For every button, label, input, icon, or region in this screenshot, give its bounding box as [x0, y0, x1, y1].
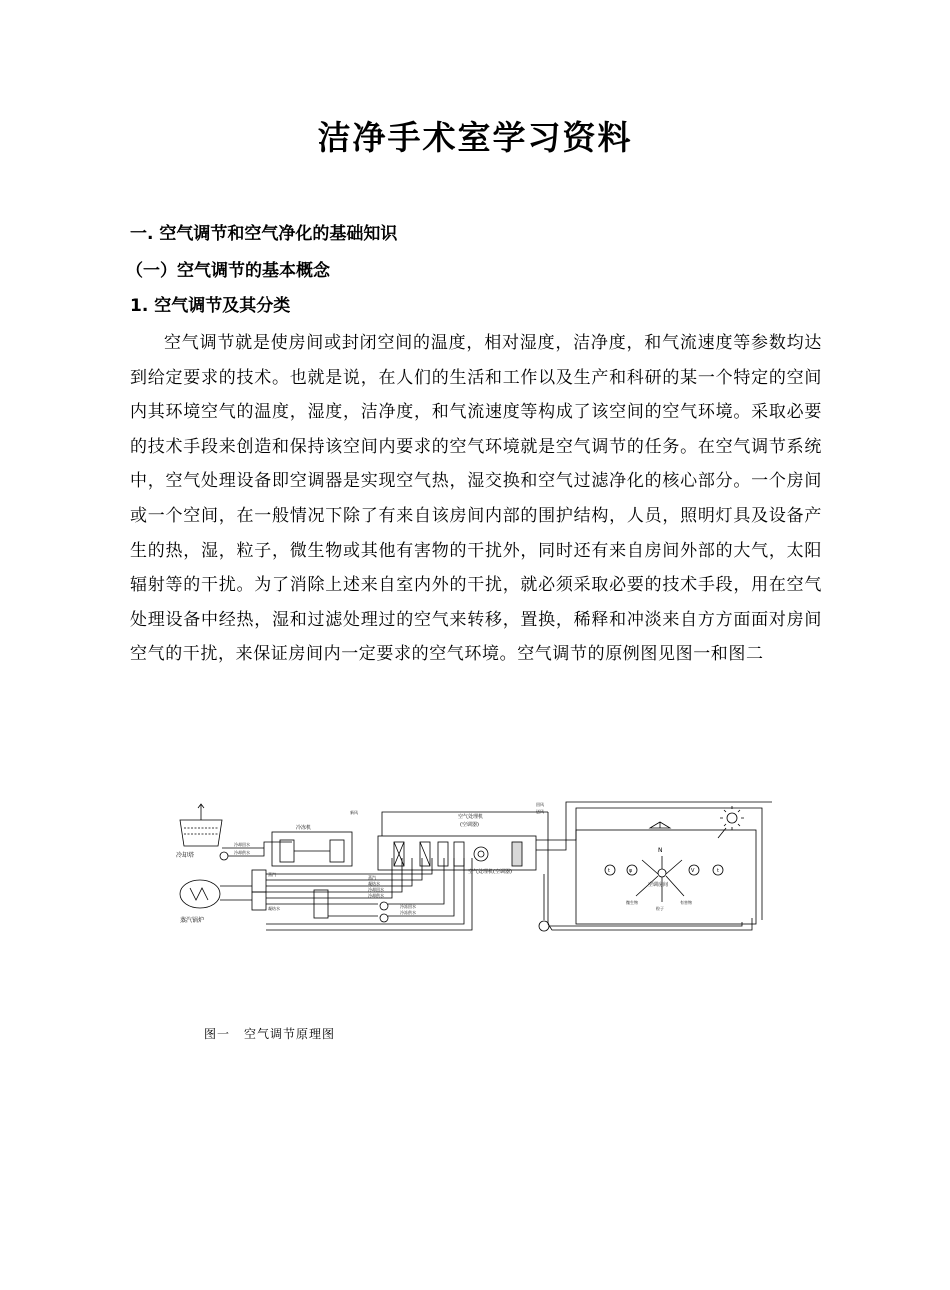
- section-heading: 一. 空气调节和空气净化的基础知识: [130, 224, 398, 244]
- svg-text:(空调器): (空调器): [460, 822, 479, 828]
- page-title: 洁净手术室学习资料: [317, 118, 633, 157]
- air-conditioning-diagram: [172, 800, 772, 940]
- figure-caption-number: 图一: [204, 1027, 231, 1041]
- svg-text:回风: 回风: [536, 802, 544, 807]
- svg-text:t: t: [717, 868, 719, 874]
- cooling-tower-label: 冷却塔: [176, 852, 195, 859]
- svg-text:蒸汽: 蒸汽: [368, 875, 376, 880]
- chiller-unit: [272, 832, 352, 866]
- chiller-label: 冷冻机: [296, 825, 312, 831]
- subsubsection-heading: 1. 空气调节及其分类: [130, 296, 291, 316]
- conditioned-room: [576, 830, 756, 924]
- svg-text:蒸汽: 蒸汽: [268, 872, 276, 877]
- sun-icon: [718, 806, 744, 838]
- svg-text:空气处理机: 空气处理机: [458, 814, 484, 820]
- svg-text:凝结水: 凝结水: [268, 906, 280, 911]
- svg-text:冷却供水: 冷却供水: [368, 893, 384, 898]
- figure-caption: [204, 1025, 349, 1042]
- boiler-icon: [180, 880, 220, 908]
- pump-icon: [539, 921, 549, 931]
- svg-text:冷却供水: 冷却供水: [234, 850, 250, 855]
- svg-text:微生物: 微生物: [626, 900, 638, 905]
- body-paragraph: 空气调节就是使房间或封闭空间的温度，相对湿度，洁净度，和气流速度等参数均达到给定要求的技术。也就是说，在人们的生活和工作以及生产和科研的某一个特定的空间内其环境空气的温度，湿度，洁净度，和气流速度等构成了该空间的空气环境。采取必要的技术手段来创造和保持该空间内要求的空气环境就是空气调节的任务。在空气调节系统中，空气处理设备即空调器是实现空气热，湿交换和空气过滤净化的核心部分。一个房间或一个空间，在一般情况下除了有来自该房间内部的围护结构，人员，照明灯具及设备产生的热，湿，粒子，微生物或其他有害物的干扰外，同时还有来自房间外部的大气，太阳辐射等的干扰。为了消除上述来自室内外的干扰，就必须采取必要的技术手段，用在空气处理设备中经热，湿和过滤处理过的空气来转移，置换，稀释和冲淡来自方方面面对房间空气的干扰，来保证房间内一定要求的空气环境。空气调节的原例图见图一和图二: [130, 333, 822, 665]
- svg-text:N: N: [658, 847, 663, 854]
- svg-text:φ: φ: [629, 868, 633, 874]
- fan-icon: [474, 847, 488, 861]
- svg-text:有害物: 有害物: [680, 900, 692, 905]
- pump-icon: [380, 914, 388, 922]
- boiler-label: 蒸汽锅炉: [180, 917, 205, 924]
- svg-text:新风: 新风: [350, 810, 358, 815]
- svg-text:冷却回水: 冷却回水: [368, 887, 384, 892]
- svg-text:V: V: [691, 868, 695, 874]
- svg-text:冷冻供水: 冷冻供水: [400, 910, 416, 915]
- svg-text:粒子: 粒子: [656, 906, 664, 911]
- figure-caption-text: 空气调节原理图: [244, 1027, 336, 1041]
- svg-text:t: t: [608, 868, 610, 874]
- svg-text:送风: 送风: [536, 809, 544, 814]
- cooling-tower-icon: [180, 804, 222, 846]
- pump-icon: [220, 852, 228, 860]
- ahu-label: 空气处理机(空调器): [468, 869, 512, 875]
- svg-text:冷却回水: 冷却回水: [234, 842, 250, 847]
- svg-text:冷冻回水: 冷冻回水: [400, 904, 416, 909]
- svg-text:凝结水: 凝结水: [368, 881, 380, 886]
- subsection-heading: （一）空气调节的基本概念: [126, 261, 330, 281]
- pump-icon: [380, 902, 388, 910]
- room-label: 空调房间: [648, 882, 669, 888]
